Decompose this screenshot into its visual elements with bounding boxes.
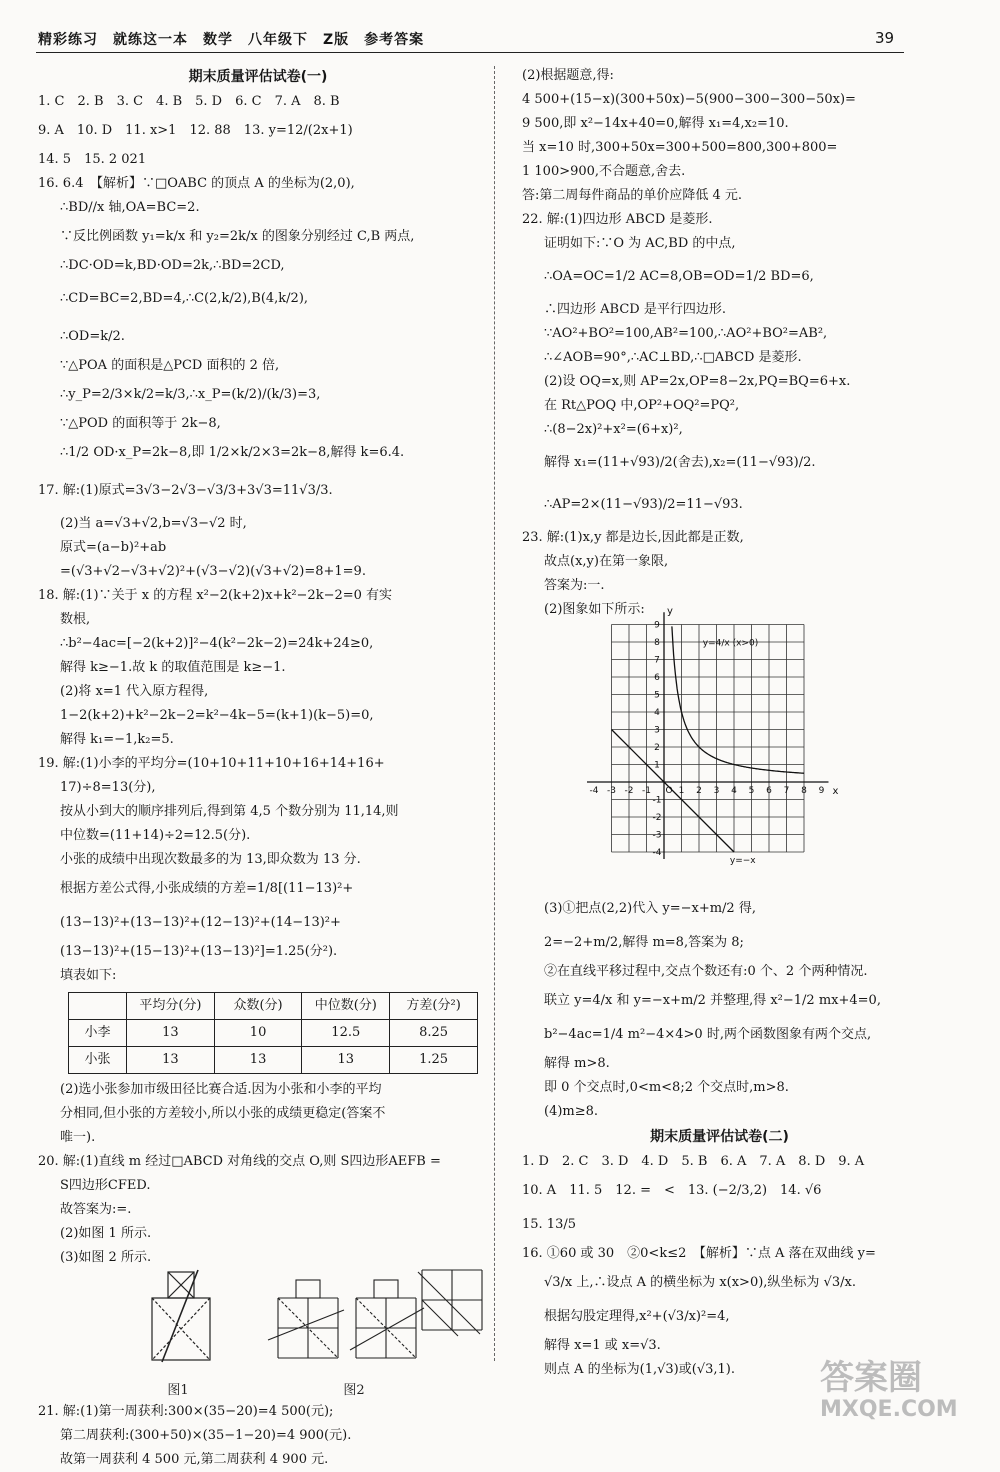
- text-line: ∴∠AOB=90°,∴AC⊥BD,∴□ABCD 是菱形.: [544, 350, 802, 365]
- text-line: (3)①把点(2,2)代入 y=−x+m/2 得,: [544, 901, 756, 916]
- text-line: ②在直线平移过程中,交点个数还有:0 个、2 个两种情况.: [544, 964, 868, 979]
- text-line: 解得 k≥−1.故 k 的取值范围是 k≥−1.: [60, 660, 286, 675]
- y-tick-label: -3: [652, 830, 662, 841]
- origin-label: O: [665, 786, 673, 796]
- x-tick-label: 4: [731, 786, 737, 796]
- x-tick-label: 3: [713, 786, 720, 796]
- x-tick-label: -1: [642, 786, 651, 796]
- table-cell: 13: [302, 1047, 390, 1074]
- page-header: [0, 0, 1000, 56]
- left-column: [38, 64, 478, 1472]
- text-line: 解得 x=1 或 x=√3.: [544, 1338, 661, 1353]
- text-line: 解得 m>8.: [544, 1056, 610, 1071]
- y-tick-label: 3: [654, 725, 660, 736]
- text-line: ∴OA=OC=1/2 AC=8,OB=OD=1/2 BD=6,: [544, 269, 814, 284]
- table-cell: 小张: [69, 1047, 127, 1074]
- text-line: 当 x=10 时,300+50x=300+500=800,300+800=: [522, 140, 838, 155]
- text-line: 故第一周获利 4 500 元,第二周获利 4 900 元.: [60, 1452, 329, 1467]
- table-cell: 小李: [69, 1020, 127, 1047]
- text-line: 中位数=(11+14)÷2=12.5(分).: [60, 828, 251, 843]
- text-line: (2)图象如下所示:: [544, 602, 645, 617]
- y-tick-label: -4: [652, 848, 662, 858]
- text-line: 9. A 10. D 11. x>1 12. 88 13. y=12/(2x+1): [38, 123, 353, 138]
- table-cell: 13: [214, 1047, 302, 1074]
- watermark-logo: 答案圈: [820, 1358, 922, 1398]
- header-rule: [36, 52, 904, 53]
- text-line: 1. D 2. C 3. D 4. D 5. B 6. A 7. A 8. D 9. A: [522, 1154, 865, 1169]
- figures-row: [38, 1270, 478, 1400]
- text-line: 15. 13/5: [522, 1217, 576, 1232]
- text-line: 分相同,但小张的方差较小,所以小张的成绩更稳定(答案不: [60, 1106, 386, 1121]
- text-line: 故点(x,y)在第一象限,: [544, 554, 669, 569]
- text-line: ∵△POA 的面积是△PCD 面积的 2 倍,: [60, 358, 280, 373]
- figure-2: [268, 1270, 482, 1358]
- text-line: 17. 解:(1)原式=3√3−2√3−√3/3+3√3=11√3/3.: [38, 483, 333, 498]
- y-tick-label: -2: [652, 813, 662, 823]
- text-line: ∴1/2 OD·x_P=2k−8,即 1/2×k/2×3=2k−8,解得 k=6.4.: [60, 445, 405, 460]
- figure-1: [152, 1270, 210, 1362]
- y-tick-label: -1: [652, 795, 662, 806]
- table-cell: 12.5: [302, 1020, 390, 1047]
- text-line: (2)选小张参加市级田径比赛合适.因为小张和小李的平均: [60, 1082, 382, 1097]
- x-axis-label: x: [832, 786, 839, 797]
- text-line: (4)m≥8.: [544, 1104, 599, 1119]
- text-line: 14. 5 15. 2 021: [38, 152, 147, 167]
- table-cell: 8.25: [390, 1020, 478, 1047]
- text-line: 答案为:一.: [544, 578, 605, 593]
- y-tick-label: 8: [654, 638, 660, 648]
- section-title: 期末质量评估试卷(一): [188, 69, 328, 85]
- y-tick-label: 4: [654, 708, 660, 718]
- text-line: 填表如下:: [60, 968, 117, 983]
- text-line: ∵△POD 的面积等于 2k−8,: [60, 416, 221, 431]
- text-line: 10. A 11. 5 12. = < 13. (−2/3,2) 14. √6: [522, 1183, 822, 1198]
- text-line: 1 100>900,不合题意,舍去.: [522, 164, 686, 179]
- page-number: 39: [875, 29, 895, 47]
- table-cell: 1.25: [390, 1047, 478, 1074]
- x-tick-label: 7: [783, 786, 790, 796]
- table-header: 众数(分): [214, 993, 302, 1020]
- text-line: b²−4ac=1/4 m²−4×4>0 时,两个函数图象有两个交点,: [544, 1027, 872, 1042]
- table-cell: 10: [214, 1020, 302, 1047]
- text-line: ∴四边形 ABCD 是平行四边形.: [544, 302, 726, 317]
- text-line: (2)当 a=√3+√2,b=√3−√2 时,: [60, 516, 247, 531]
- text-line: 联立 y=4/x 和 y=−x+m/2 并整理,得 x²−1/2 mx+4=0,: [544, 993, 881, 1008]
- text-line: (2)根据题意,得:: [522, 68, 614, 83]
- figures-svg: [38, 1270, 478, 1400]
- figure-1-caption: 图1: [167, 1383, 189, 1398]
- text-line: ∴y_P=2/3×k/2=k/3,∴x_P=(k/2)/(k/3)=3,: [60, 387, 321, 402]
- text-line: S四边形CFED.: [60, 1178, 151, 1193]
- text-line: 9 500,即 x²−14x+40=0,解得 x₁=4,x₂=10.: [522, 116, 789, 131]
- section-title: 期末质量评估试卷(二): [650, 1129, 789, 1145]
- text-line: 答:第二周每件商品的单价应降低 4 元.: [522, 188, 743, 203]
- curve-label: y=4/x (x>0): [702, 638, 759, 649]
- text-line: 16. 6.4 【解析】∵□OABC 的顶点 A 的坐标为(2,0),: [38, 176, 355, 191]
- right-column: [522, 64, 917, 1382]
- table-row: [69, 1047, 478, 1074]
- x-tick-label: -3: [607, 786, 616, 796]
- text-line: √3/x 上,∴设点 A 的横坐标为 x(x>0),纵坐标为 √3/x.: [544, 1275, 856, 1290]
- table-header: 中位数(分): [302, 993, 390, 1020]
- text-line: ∵AO²+BO²=100,AB²=100,∴AO²+BO²=AB²,: [544, 326, 828, 341]
- watermark: [820, 1358, 958, 1426]
- x-tick-label: 1: [678, 786, 685, 796]
- text-line: 小张的成绩中出现次数最多的为 13,即众数为 13 分.: [60, 852, 361, 867]
- text-line: ∴CD=BC=2,BD=4,∴C(2,k/2),B(4,k/2),: [60, 291, 309, 306]
- x-tick-label: 2: [696, 786, 702, 796]
- text-line: 根据勾股定理得,x²+(√3/x)²=4,: [544, 1309, 730, 1324]
- text-line: (2)设 OQ=x,则 AP=2x,OP=8−2x,PQ=BQ=6+x.: [544, 374, 851, 389]
- text-line: 证明如下:∵O 为 AC,BD 的中点,: [544, 236, 736, 251]
- text-line: ∴AP=2×(11−√93)/2=11−√93.: [544, 497, 743, 512]
- y-tick-label: 7: [654, 655, 660, 666]
- text-line: 2=−2+m/2,解得 m=8,答案为 8;: [544, 935, 744, 950]
- text-line: ∴DC·OD=k,BD·OD=2k,∴BD=2CD,: [60, 258, 285, 273]
- text-line: 19. 解:(1)小李的平均分=(10+10+11+10+16+14+16+: [38, 756, 385, 771]
- text-line: 根据方差公式得,小张成绩的方差=1/8[(11−13)²+: [60, 881, 354, 896]
- axes: [587, 612, 829, 859]
- text-line: 21. 解:(1)第一周获利:300×(35−20)=4 500(元);: [38, 1404, 334, 1419]
- text-line: ∵反比例函数 y₁=k/x 和 y₂=2k/x 的图象分别经过 C,B 两点,: [60, 229, 415, 244]
- x-tick-label: 6: [766, 786, 772, 796]
- text-line: 原式=(a−b)²+ab: [60, 540, 167, 555]
- text-line: 解得 x₁=(11+√93)/2(舍去),x₂=(11−√93)/2.: [544, 455, 816, 470]
- table-cell: 13: [127, 1020, 215, 1047]
- text-line: 唯一).: [60, 1130, 96, 1145]
- y-tick-label: 1: [654, 760, 660, 771]
- text-line: 解得 k₁=−1,k₂=5.: [60, 732, 174, 747]
- text-line: ∴OD=k/2.: [60, 329, 125, 344]
- text-line: 即 0 个交点时,0<m<8;2 个交点时,m>8.: [544, 1080, 789, 1095]
- text-line: (13−13)²+(15−13)²+(13−13)²]=1.25(分²).: [60, 944, 338, 959]
- x-tick-label: 8: [801, 786, 807, 796]
- table-header: 方差(分²): [390, 993, 478, 1020]
- text-line: =(√3+√2−√3+√2)²+(√3−√2)(√3+√2)=8+1=9.: [60, 564, 366, 579]
- table-header: [69, 993, 127, 1020]
- text-line: 16. ①60 或 30 ②0<k≤2 【解析】∵点 A 落在双曲线 y=: [522, 1246, 876, 1261]
- y-tick-label: 6: [654, 673, 660, 683]
- line-label: y=−x: [729, 855, 756, 866]
- table-row: [69, 1020, 478, 1047]
- text-line: 1. C 2. B 3. C 4. B 5. D 6. C 7. A 8. B: [38, 94, 340, 109]
- table-header: 平均分(分): [127, 993, 215, 1020]
- text-line: ∴b²−4ac=[−2(k+2)]²−4(k²−2k−2)=24k+24≥0,: [60, 636, 374, 651]
- grid-lines: [612, 625, 805, 853]
- text-line: 18. 解:(1)∵关于 x 的方程 x²−2(k+2)x+k²−2k−2=0 有实: [38, 588, 393, 603]
- y-tick-label: 9: [654, 620, 660, 631]
- text-line: ∴(8−2x)²+x²=(6+x)²,: [544, 422, 683, 437]
- figure-2-caption: 图2: [343, 1383, 365, 1398]
- text-line: 在 Rt△POQ 中,OP²+OQ²=PQ²,: [544, 398, 740, 413]
- text-line: (2)如图 1 所示.: [60, 1226, 152, 1241]
- text-line: 20. 解:(1)直线 m 经过□ABCD 对角线的交点 O,则 S四边形AEFB =: [38, 1154, 441, 1169]
- text-line: (3)如图 2 所示.: [60, 1250, 152, 1265]
- x-tick-label: -4: [589, 786, 599, 796]
- column-divider: [494, 66, 495, 1361]
- y-axis-label: y: [667, 606, 673, 617]
- text-line: 23. 解:(1)x,y 都是边长,因此都是正数,: [522, 530, 744, 545]
- text-line: (2)将 x=1 代入原方程得,: [60, 684, 209, 699]
- y-tick-label: 2: [654, 743, 660, 753]
- text-line: 1−2(k+2)+k²−2k−2=k²−4k−5=(k+1)(k−5)=0,: [60, 708, 374, 723]
- text-line: 17)÷8=13(分),: [60, 780, 156, 795]
- y-tick-label: 5: [654, 690, 660, 701]
- text-line: 4 500+(15−x)(300+50x)−5(900−300−300−50x)=: [522, 92, 856, 107]
- text-line: (13−13)²+(13−13)²+(12−13)²+(14−13)²+: [60, 915, 341, 930]
- x-tick-label: -2: [624, 786, 634, 796]
- text-line: 故答案为:=.: [60, 1202, 132, 1217]
- text-line: 数根,: [60, 612, 91, 627]
- table-cell: 13: [127, 1047, 215, 1074]
- x-tick-label: 9: [818, 786, 825, 796]
- text-line: 则点 A 的坐标为(1,√3)或(√3,1).: [544, 1362, 735, 1377]
- score-table: [68, 992, 478, 1074]
- text-line: 22. 解:(1)四边形 ABCD 是菱形.: [522, 212, 713, 227]
- text-line: ∴BD//x 轴,OA=BC=2.: [60, 200, 200, 215]
- text-line: 第二周获利:(300+50)×(35−1−20)=4 900(元).: [60, 1428, 352, 1443]
- header-text: 精彩练习 就练这一本 数学 八年级下 Z版 参考答案: [38, 32, 425, 48]
- x-tick-label: 5: [748, 786, 755, 796]
- watermark-url: MXQE.COM: [820, 1397, 958, 1422]
- text-line: 按从小到大的顺序排列后,得到第 4,5 个数分别为 11,14,则: [60, 804, 399, 819]
